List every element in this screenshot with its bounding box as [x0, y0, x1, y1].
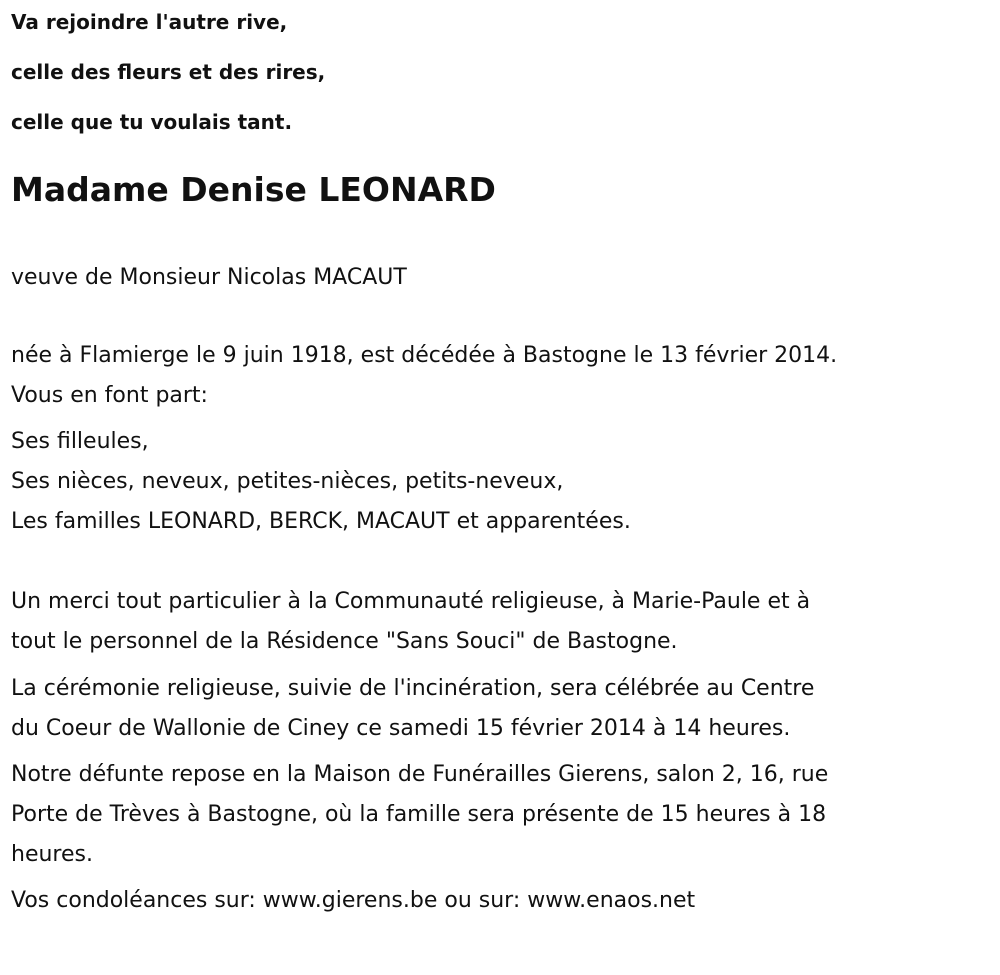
thanks-line-1: Un merci tout particulier à la Communauté religieuse, à Marie-Paule et à: [11, 589, 811, 614]
family-item-familles: Les familles LEONARD, BERCK, MACAUT et apparentées.: [11, 509, 631, 534]
family-list: [11, 422, 988, 542]
spouse-line: veuve de Monsieur Nicolas MACAUT: [11, 265, 407, 290]
deceased-name: Madame Denise LEONARD: [11, 170, 496, 209]
rest-line-2: Porte de Trèves à Bastogne, où la famille sera présente de 15 heures à 18: [11, 802, 827, 827]
ceremony-line-1: La cérémonie religieuse, suivie de l'incinération, sera célébrée au Centre: [11, 676, 815, 701]
poem-line-3: celle que tu voulais tant.: [11, 110, 293, 134]
poem: [11, 10, 988, 134]
rest-line-1: Notre défunte repose en la Maison de Funérailles Gierens, salon 2, 16, rue: [11, 762, 829, 787]
birth-death-line: née à Flamierge le 9 juin 1918, est décédée à Bastogne le 13 février 2014.: [11, 343, 838, 368]
rest-line-3: heures.: [11, 842, 93, 867]
thanks-paragraph: [11, 582, 988, 662]
condolences-line: Vos condoléances sur: www.gierens.be ou sur: www.enaos.net: [11, 888, 696, 913]
rest-paragraph: [11, 755, 988, 875]
family-item-filleules: Ses filleules,: [11, 429, 149, 454]
ceremony-paragraph: [11, 669, 988, 749]
thanks-line-2: tout le personnel de la Résidence "Sans Souci" de Bastogne.: [11, 629, 678, 654]
ceremony-line-2: du Coeur de Wallonie de Ciney ce samedi 15 février 2014 à 14 heures.: [11, 716, 791, 741]
poem-line-2: celle des fleurs et des rires,: [11, 60, 326, 84]
family-item-nieces: Ses nièces, neveux, petites-nièces, petits-neveux,: [11, 469, 564, 494]
poem-line-1: Va rejoindre l'autre rive,: [11, 10, 288, 34]
announcement-intro: Vous en font part:: [11, 383, 208, 408]
